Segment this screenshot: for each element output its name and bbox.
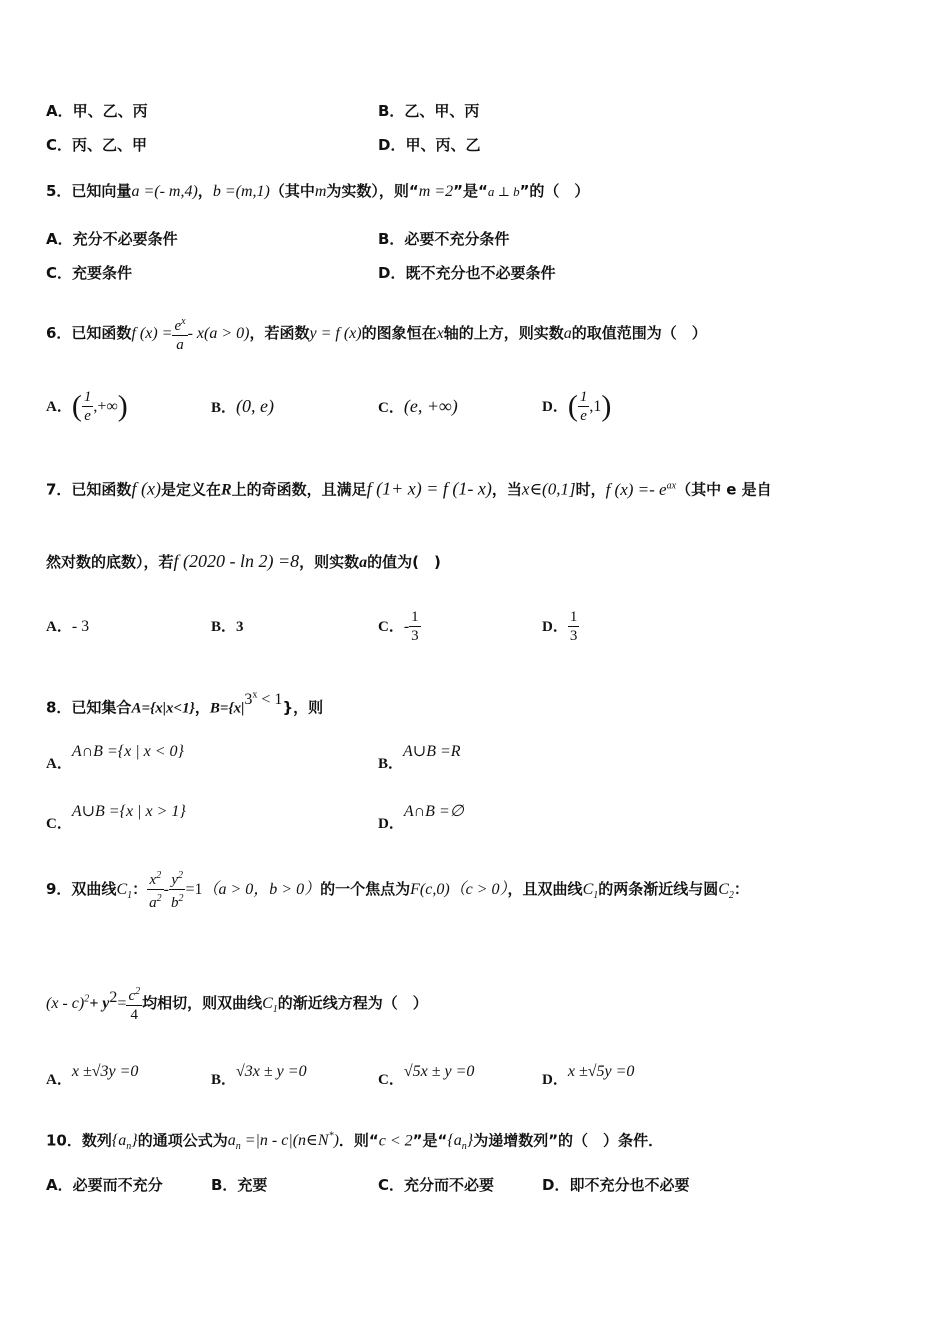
q6-option-c: C．(e, +∞)	[378, 396, 458, 416]
q4-option-c: C．丙、乙、甲	[46, 136, 148, 154]
q7-option-b: B．3	[211, 619, 244, 635]
q9-option-b: B．√3x ± y =0	[211, 1063, 307, 1088]
q7-option-d: D． $\frac{1}{3}$	[542, 609, 578, 644]
q8-option-a: A．A∩B ={x | x < 0}	[46, 743, 184, 772]
q9-stem-line2: $(x - c)^2+ y^2=$ $\frac{c^2}{4}$ 均相切，则双曲线$C_1$的渐近线方程为（ ）	[46, 978, 428, 1030]
q9-option-d: D．x ±√5y =0	[542, 1063, 635, 1088]
q9-option-a: A．x ±√3y =0	[46, 1063, 139, 1088]
q9-stem-line1: 9．双曲线$C_1$： $\frac{x^2}{a^2}$ - $\frac{y^2}{b^2}$ =1（a > 0，b > 0）的一个焦点为F(c,0)（c > 0），且双曲线$C_1$的两条渐近线与圆$C_2$：	[46, 867, 749, 916]
q10-option-c: C．充分而不必要	[378, 1176, 495, 1194]
q4-option-b: B．乙、甲、丙	[378, 102, 480, 120]
q10-stem: 10．数列$\{a_n\}$的通项公式为$a_n =|n$ - c|(n∈N*)．则“c < 2”是“$\{a_n\}$为递增数列”的（ ）条件．	[46, 1131, 664, 1153]
q8-option-d: D．A∩B =∅	[378, 803, 464, 832]
q7-stem-line1: 7．已知函数f (x)是定义在R上的奇函数，且满足f (1+ x) = f (1- x)，当x∈(0,1]时，f $(x) =- e^{ax}$（其中 e 是自	[46, 478, 772, 499]
q7-option-c: C．- $\frac{1}{3}$	[378, 609, 419, 644]
q7-option-a: A．- 3	[46, 618, 90, 635]
q5-option-a: A．充分不必要条件	[46, 230, 178, 248]
q5-option-d: D．既不充分也不必要条件	[378, 264, 556, 282]
q10-option-b: B．充要	[211, 1176, 268, 1194]
q10-option-d: D．即不充分也不必要	[542, 1176, 690, 1194]
q4-option-d: D．甲、丙、乙	[378, 136, 481, 154]
q6-option-a: A．( $\frac{1}{e}$ ,+∞)	[46, 389, 128, 424]
q5-stem: 5．已知向量a =(- m,4)，b =(m,1)（其中m为实数），则“m =2”是“a ⊥ b”的（ ）	[46, 182, 590, 200]
q6-stem: 6．已知函数f (x) = $\frac{e^x}{a}$ - x(a > 0)，若函数y = f (x)的图象恒在x轴的上方，则实数a的取值范围为（ ）	[46, 313, 707, 354]
q6-option-b: B．(0, e)	[211, 396, 274, 416]
q10-option-a: A．必要而不充分	[46, 1176, 163, 1194]
q7-stem-line2: 然对数的底数），若f (2020 - ln 2) =8，则实数a的值为( )	[46, 551, 441, 571]
q4-option-a: A．甲、乙、丙	[46, 102, 148, 120]
q5-option-c: C．充要条件	[46, 264, 133, 282]
q6-option-d: D．( $\frac{1}{e}$ ,1)	[542, 389, 612, 424]
q8-option-c: C．A∪B ={x | x > 1}	[46, 803, 186, 832]
q8-option-b: B．A∪B =R	[378, 743, 461, 772]
q8-stem: 8．已知集合A={x|x<1}，$B=\{x|3^x < 1\}$，则	[46, 690, 324, 717]
q5-option-b: B．必要不充分条件	[378, 230, 510, 248]
q9-option-c: C．√5x ± y =0	[378, 1063, 475, 1088]
